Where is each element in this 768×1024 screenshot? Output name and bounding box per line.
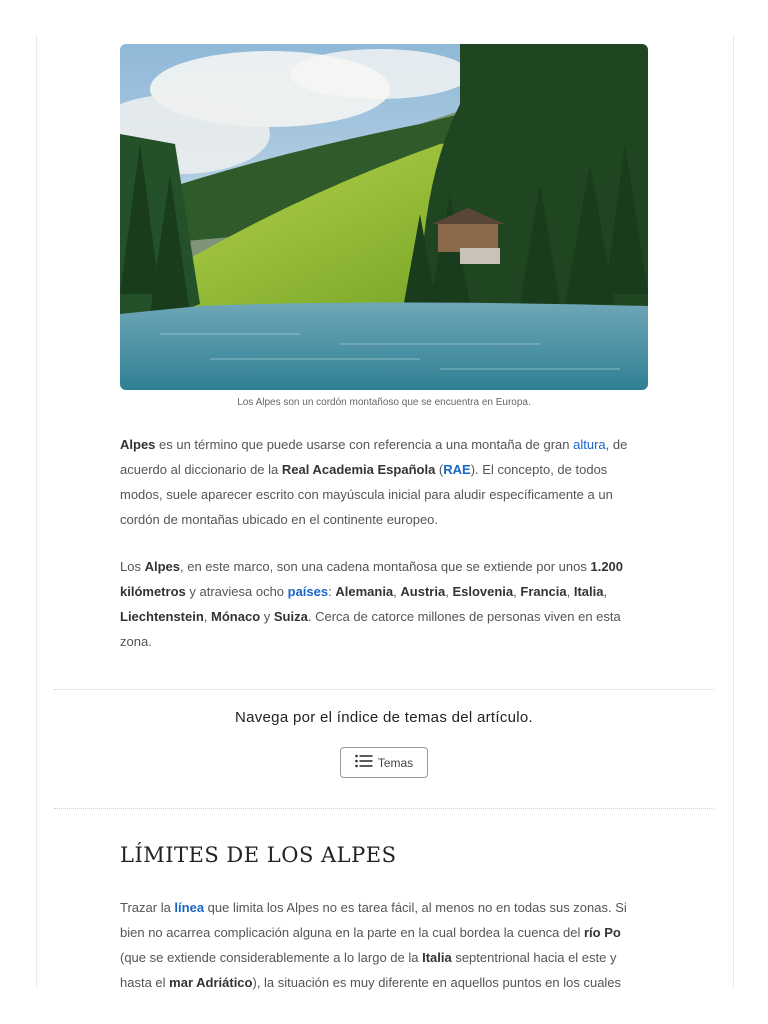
text-span: , de acuerdo al diccionario de la <box>120 437 628 477</box>
term-rio-po: río Po <box>583 925 621 940</box>
country-name: Italia <box>573 584 604 599</box>
text-span: que limita los Alpes no es tarea fácil, al menos no en todas sus zonas. Si bien no acarrea complicación alguna en la parte en la cual bordea la cuenca del <box>120 900 627 940</box>
text-span: es un término que puede usarse con referencia a una montaña de gran <box>155 437 574 452</box>
text-span: septentrional hacia el este y hasta el <box>120 950 617 990</box>
text-span: ). El concepto, de todos modos, suele aparecer escrito con mayúscula inicial para aludir específicamente a un cordón de montañas ubicado en el continente europeo. <box>120 462 613 527</box>
term-alpes: Alpes <box>120 437 156 452</box>
text-span: (que se extiende considerablemente a lo largo de la <box>120 950 423 965</box>
intro-paragraph <box>120 432 648 532</box>
list-icon <box>355 754 373 771</box>
divider <box>54 689 714 690</box>
image-caption: Los Alpes son un cordón montañoso que se encuentra en Europa. <box>237 397 531 408</box>
link-rae[interactable]: RAE <box>443 462 471 477</box>
text-span: y <box>260 609 274 624</box>
link-altura[interactable]: altura <box>573 437 606 452</box>
text-span: , <box>603 584 608 599</box>
limits-paragraph <box>120 895 648 995</box>
text-span: , en este marco, son una cadena montañosa que se extiende por unos <box>179 559 591 574</box>
text-span: Los <box>120 559 145 574</box>
country-name: Suiza <box>273 609 308 624</box>
text-span: y atraviesa ocho <box>185 584 288 599</box>
country-name: Eslovenia <box>452 584 514 599</box>
term-mar-adriatico: mar Adriático <box>169 975 253 990</box>
divider <box>54 808 714 809</box>
country-name: Liechtenstein <box>120 609 204 624</box>
country-name: Austria <box>400 584 446 599</box>
text-span: , <box>445 584 453 599</box>
term-length: 1.200 kilómetros <box>120 559 624 599</box>
temas-label: Temas <box>377 755 414 770</box>
text-span: , <box>203 609 212 624</box>
text-span: , <box>513 584 521 599</box>
temas-button[interactable] <box>340 747 428 778</box>
toc-prompt: Navega por el índice de temas del artículo. <box>234 709 534 726</box>
text-span: , <box>393 584 401 599</box>
text-span: , <box>566 584 574 599</box>
text-span: ( <box>435 462 444 477</box>
country-name: Francia <box>520 584 567 599</box>
country-name: Mónaco <box>211 609 261 624</box>
text-span: Trazar la <box>120 900 175 915</box>
text-span: ), la situación es muy diferente en aquellos puntos en los cuales <box>252 975 622 990</box>
link-linea[interactable]: línea <box>174 900 205 915</box>
text-span: : <box>328 584 336 599</box>
term-rae-full: Real Academia Española <box>281 462 436 477</box>
term-italia: Italia <box>422 950 452 965</box>
term-alpes: Alpes <box>144 559 180 574</box>
hero-image <box>120 44 648 390</box>
link-paises[interactable]: países <box>287 584 329 599</box>
text-span: . Cerca de catorce millones de personas viven en esta zona. <box>120 609 621 649</box>
section-heading: LÍMITES DE LOS ALPES <box>120 843 397 867</box>
alpine-lake-landscape <box>120 44 648 390</box>
country-name: Alemania <box>335 584 394 599</box>
countries-paragraph <box>120 554 648 654</box>
